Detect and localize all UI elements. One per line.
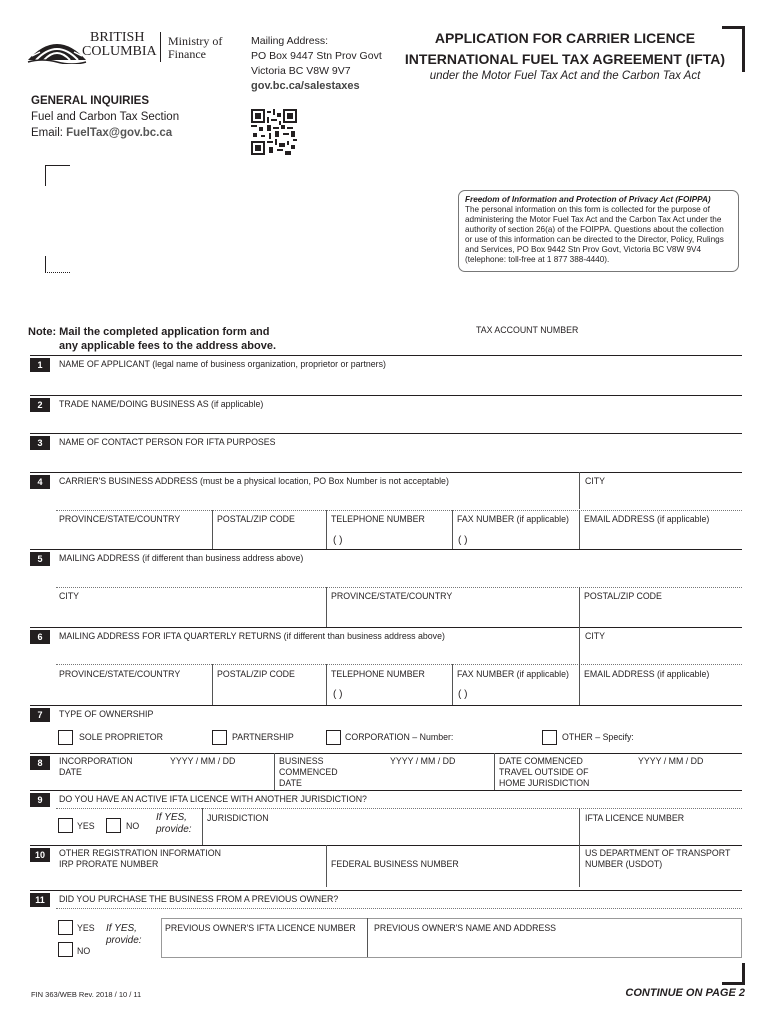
previous-owner-label: DID YOU PURCHASE THE BUSINESS FROM A PREVIOUS OWNER?: [59, 894, 339, 904]
section-8-number: 8: [30, 756, 50, 770]
applicant-name-input[interactable]: [56, 372, 742, 394]
business-address-input[interactable]: [56, 489, 576, 509]
email-label: Email:: [31, 127, 63, 139]
ifta-postal-label: POSTAL/ZIP CODE: [217, 669, 295, 679]
sole-proprietor-label: SOLE PROPRIETOR: [79, 732, 163, 742]
ifta-mailing-label: MAILING ADDRESS FOR IFTA QUARTERLY RETURNS (if different than business address above): [59, 631, 445, 641]
other-checkbox[interactable]: [542, 730, 557, 745]
active-ifta-yes-label: YES: [77, 821, 95, 831]
section-11-number: 11: [30, 893, 50, 907]
jurisdiction-input[interactable]: [205, 826, 575, 844]
mailing-city-label: CITY: [59, 591, 80, 601]
mail-note: [28, 325, 276, 353]
continue-page-2: CONTINUE ON PAGE 2: [625, 987, 745, 999]
irp-prorate-input[interactable]: [56, 871, 322, 887]
contact-person-input[interactable]: [56, 450, 742, 470]
business-address-label: CARRIER'S BUSINESS ADDRESS (must be a physical location, PO Box Number is not acceptable): [59, 476, 449, 486]
business-city-input[interactable]: [582, 489, 742, 509]
form-id: FIN 363/WEB Rev. 2018 / 10 / 11: [31, 990, 142, 999]
contact-person-label: NAME OF CONTACT PERSON FOR IFTA PURPOSES: [59, 437, 276, 447]
logo-columbia: COLUMBIA: [82, 44, 157, 59]
business-email-label: EMAIL ADDRESS (if applicable): [584, 514, 710, 524]
section-1-number: 1: [30, 358, 50, 372]
usdot-label: US DEPARTMENT OF TRANSPORT NUMBER (USDOT): [585, 848, 731, 869]
active-ifta-no-label: NO: [126, 821, 140, 831]
previous-owner-no-label: NO: [77, 946, 91, 956]
general-inquiries: [31, 93, 179, 141]
business-fax-label: FAX NUMBER (if applicable): [457, 514, 569, 524]
mailing-label: Mailing Address:: [251, 35, 329, 47]
section-7-number: 7: [30, 708, 50, 722]
mailing-address-label: MAILING ADDRESS (if different than business address above): [59, 553, 304, 563]
logo-ministry: Ministry of: [168, 34, 223, 48]
prev-licence-label: PREVIOUS OWNER'S IFTA LICENCE NUMBER: [165, 923, 356, 933]
prev-licence-input[interactable]: [164, 936, 364, 954]
ifta-phone-label: TELEPHONE NUMBER: [331, 669, 425, 679]
foippa-notice: [458, 190, 739, 272]
previous-owner-no-checkbox[interactable]: [58, 942, 73, 957]
ifta-city-label: CITY: [585, 631, 606, 641]
email-link[interactable]: FuelTax@gov.bc.ca: [66, 127, 173, 139]
travel-date-format: YYYY / MM / DD: [638, 756, 704, 766]
business-fax-area[interactable]: ( ): [458, 535, 468, 546]
prev-name-input[interactable]: [370, 936, 738, 954]
bc-logo: [26, 28, 226, 68]
business-province-label: PROVINCE/STATE/COUNTRY: [59, 514, 181, 524]
ifta-fax-area[interactable]: ( ): [458, 689, 468, 700]
qr-code-icon: [251, 109, 297, 155]
ifta-province-label: PROVINCE/STATE/COUNTRY: [59, 669, 181, 679]
partnership-checkbox[interactable]: [212, 730, 227, 745]
mailing-province-label: PROVINCE/STATE/COUNTRY: [331, 591, 453, 601]
logo-british: BRITISH: [90, 30, 145, 45]
website-link[interactable]: gov.bc.ca/salestaxes: [251, 80, 360, 92]
note-line1: Note: Mail the completed application form and: [28, 326, 270, 338]
ifta-licence-label: IFTA LICENCE NUMBER: [585, 813, 685, 823]
business-phone-label: TELEPHONE NUMBER: [331, 514, 425, 524]
mailing-address-input[interactable]: [56, 566, 742, 586]
section-2-number: 2: [30, 398, 50, 412]
federal-business-input[interactable]: [329, 871, 575, 887]
commenced-date-input[interactable]: [345, 769, 490, 789]
mailing-line2: Victoria BC V8W 9V7: [251, 65, 351, 77]
title-subtitle: under the Motor Fuel Tax Act and the Carbon Tax Act: [429, 70, 701, 82]
trade-name-label: TRADE NAME/DOING BUSINESS AS (if applicable): [59, 399, 264, 409]
foippa-title: Freedom of Information and Protection of Privacy Act (FOIPPA): [465, 195, 711, 204]
section-3-number: 3: [30, 436, 50, 450]
mailing-postal-label: POSTAL/ZIP CODE: [584, 591, 662, 601]
inquiries-section: Fuel and Carbon Tax Section: [31, 111, 180, 123]
corporation-checkbox[interactable]: [326, 730, 341, 745]
active-ifta-ifyes: If YES, provide:: [156, 812, 192, 835]
incorporation-date-format: YYYY / MM / DD: [170, 756, 236, 766]
ifta-phone-area[interactable]: ( ): [333, 689, 343, 700]
ifta-fax-label: FAX NUMBER (if applicable): [457, 669, 569, 679]
previous-owner-ifyes: If YES, provide:: [106, 923, 142, 946]
business-city-label: CITY: [585, 476, 606, 486]
business-phone-area[interactable]: ( ): [333, 535, 343, 546]
inquiries-heading: GENERAL INQUIRIES: [31, 95, 149, 107]
usdot-input[interactable]: [582, 871, 740, 887]
ifta-licence-input[interactable]: [582, 826, 740, 844]
previous-owner-yes-checkbox[interactable]: [58, 920, 73, 935]
section-10-number: 10: [30, 848, 50, 862]
partnership-label: PARTNERSHIP: [232, 732, 294, 742]
tax-account-label: TAX ACCOUNT NUMBER: [476, 325, 579, 335]
active-ifta-no-checkbox[interactable]: [106, 818, 121, 833]
ifta-mailing-input[interactable]: [56, 644, 576, 664]
section-5-number: 5: [30, 552, 50, 566]
other-specify-input[interactable]: [642, 730, 740, 744]
irp-prorate-label: OTHER REGISTRATION INFORMATION IRP PRORATE NUMBER: [59, 848, 221, 869]
incorporation-date-input[interactable]: [140, 769, 270, 789]
active-ifta-yes-checkbox[interactable]: [58, 818, 73, 833]
trade-name-input[interactable]: [56, 412, 742, 432]
commenced-date-format: YYYY / MM / DD: [390, 756, 456, 766]
prev-name-label: PREVIOUS OWNER'S NAME AND ADDRESS: [374, 923, 557, 933]
previous-owner-yes-label: YES: [77, 923, 95, 933]
corporation-label: CORPORATION – Number:: [345, 732, 454, 742]
bc-sun-logo-icon: [26, 30, 88, 64]
federal-business-label: FEDERAL BUSINESS NUMBER: [331, 859, 459, 869]
mailing-address: [251, 34, 382, 94]
other-label: OTHER – Specify:: [562, 732, 634, 742]
sole-proprietor-checkbox[interactable]: [58, 730, 73, 745]
travel-commenced-label: DATE COMMENCED TRAVEL OUTSIDE OF HOME JURISDICTION: [499, 756, 590, 788]
incorporation-date-label: INCORPORATION DATE: [59, 756, 133, 777]
corporation-number-input[interactable]: [462, 730, 538, 744]
active-ifta-label: DO YOU HAVE AN ACTIVE IFTA LICENCE WITH ANOTHER JURISDICTION?: [59, 794, 367, 804]
form-title: [400, 30, 730, 82]
business-commenced-label: BUSINESS COMMENCED DATE: [279, 756, 338, 788]
foippa-body: The personal information on this form is collected for the purpose of administering the Motor Fuel Tax Act and the Carbon Tax Act under the authority of section 26(a) of the FOIPPA. Questions about the collection or use of this information can be directed to the Director, Policy, Rulings and Services, PO Box 9442 Stn Prov Govt, Victoria BC V8W 9V4 (telephone: toll-free at 1 877 388-4440).: [465, 205, 724, 264]
business-postal-label: POSTAL/ZIP CODE: [217, 514, 295, 524]
section-6-number: 6: [30, 630, 50, 644]
section-9-number: 9: [30, 793, 50, 807]
applicant-name-label: NAME OF APPLICANT (legal name of business organization, proprietor or partners): [59, 359, 386, 369]
mailing-line1: PO Box 9447 Stn Prov Govt: [251, 50, 382, 62]
title-line2: INTERNATIONAL FUEL TAX AGREEMENT (IFTA): [404, 51, 726, 67]
travel-date-input[interactable]: [600, 769, 740, 789]
note-line2: any applicable fees to the address above.: [59, 340, 277, 352]
logo-finance: Finance: [168, 47, 206, 61]
jurisdiction-label: JURISDICTION: [207, 813, 269, 823]
ownership-label: TYPE OF OWNERSHIP: [59, 709, 154, 719]
title-line1: APPLICATION FOR CARRIER LICENCE: [434, 30, 696, 46]
section-4-number: 4: [30, 475, 50, 489]
ifta-email-label: EMAIL ADDRESS (if applicable): [584, 669, 710, 679]
